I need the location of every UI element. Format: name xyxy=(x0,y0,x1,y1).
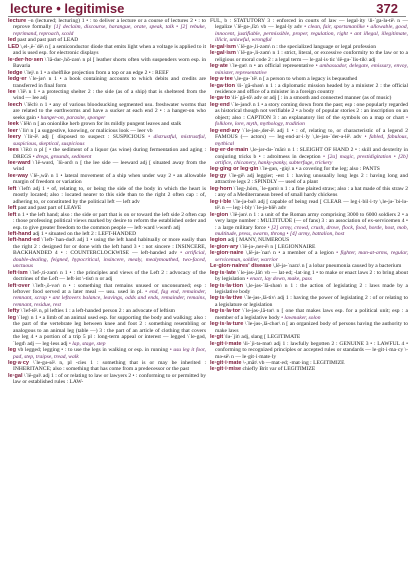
entry-definition: \ˈlir\ n [ a suggestive, knowing, or malicious look — leer vb xyxy=(19,127,153,134)
entry-headword: leg·horn xyxy=(210,185,233,192)
dictionary-entry xyxy=(8,89,206,102)
entry-headword: LED xyxy=(8,43,20,50)
entry-definition: \ˈle-gən, -giŋ\ n • a covering for the leg; also : PANTS xyxy=(259,166,380,173)
entry-definition: \ˈle-jəs-,lā-tiv\ adj 1 : having the power of legislating 2 : of or relating to a legislature or legislation xyxy=(215,295,408,308)
dictionary-entry xyxy=(210,147,408,166)
dictionary-entry xyxy=(8,18,206,37)
entry-headword: le·gion·ary xyxy=(210,243,239,250)
entry-headword: leek xyxy=(8,121,19,128)
dictionary-entry xyxy=(210,308,408,321)
dictionary-entry xyxy=(8,360,206,373)
entry-headword: legion xyxy=(210,237,227,244)
entry-headword: leg·is·la·ture xyxy=(210,321,244,328)
entry-headword: leg·end·ary xyxy=(210,127,240,134)
entry-headword: le·gion xyxy=(210,211,229,218)
right-column xyxy=(210,18,408,558)
dictionary-entry xyxy=(210,186,408,199)
dictionary-entry xyxy=(210,128,408,147)
dictionary-entry xyxy=(8,186,206,205)
entry-definition: \ˈlef-,ti-zəm\ n 1 • : the principles and views of the Left 2 : advocacy of the doctrines of the Left — left·ist \-tist\ n or adj xyxy=(13,269,206,283)
entry-definition: \ˈle-gē\ adj leggier; -est 1 : having unusually long legs 2 : having long and attractive legs 2 : SPINDLY — used of a plant xyxy=(215,172,408,186)
entry-headword: lees xyxy=(8,147,19,154)
entry-definition: \ˈlā-dər-,hō-zən\ n pl [ leather shorts often with suspenders worn esp. in Bavaria xyxy=(13,56,206,70)
dictionary-entry xyxy=(8,173,206,186)
dictionary-entry xyxy=(210,18,408,44)
entry-headword: Le·gion·naires' disease xyxy=(210,263,272,270)
dictionary-entry xyxy=(8,160,206,173)
entry-definition: \lə-ˈjit\ adj, slang [ LEGITIMATE xyxy=(224,334,301,341)
entry-definition: \ˈlēch\ n 1 • any of various bloodsucking segmented usu. freshwater worms that are related to the earthworms and have a sucker at each end 2 • : a hanger-on who seeks gain xyxy=(13,101,206,121)
entry-definition: \ˈlē-jən\ n 1 : a unit of the Roman army comprising 3000 to 6000 soldiers 2 • a very large number : MULTITUDE (— of fans) 3 : an association of ex-servicemen 4 • : a large military force xyxy=(215,211,408,231)
entry-definition: \ˈlej\ n 1 • a shelflike projection from a top or an edge 2 • : REEF xyxy=(23,69,169,76)
entry-definition: past and past part of LEAD xyxy=(17,37,79,44)
entry-headword: lee·way xyxy=(8,172,29,179)
dictionary-entry xyxy=(210,50,408,63)
dictionary-entry xyxy=(210,283,408,296)
entry-definition: \,le-jər-də-ˈmān\ n 1 : SLEIGHT OF HAND 2 • : skill and dexterity in conjuring tricks b • : adroitness in deception xyxy=(215,147,408,160)
entry-headword: leg·is·late xyxy=(210,269,236,276)
entry-headword: lefty xyxy=(8,308,20,315)
entry-definition: \,le-jəs-ˈlā-shən\ n 1 : the action of legislating 2 : laws made by a legislative body xyxy=(215,282,408,296)
entry-definition: \ˈlēz\ n pl [ • the sediment of a liquor (as wine) during fermentation and aging : DREGS xyxy=(13,147,206,160)
entry-synonyms: • [2] army, crowd, crush, drove, flock, food, horde, host, mob, multitude, press, swarm, throng • [4] army, battalion, host xyxy=(215,224,408,237)
dictionary-entry xyxy=(210,212,408,238)
entry-headword: ledge xyxy=(8,69,23,76)
entry-definition: \ˈle-jə-bəl\ adj [ capable of being read [ CLEAR — leg·i·bil·i·ty \,le-jə-ˈbi-lə-tē\ n — leg·i·bly \ˈle-jə-blē\ adv xyxy=(215,198,408,212)
entry-headword: leg·i·ble xyxy=(210,198,232,205)
entry-headword: leg·ging or leg·gin xyxy=(210,166,259,173)
dictionary-entry xyxy=(8,44,206,57)
entry-synonyms: • enact, lay down, make, pass xyxy=(246,276,312,283)
entry-headword: leg xyxy=(8,314,17,321)
entry-definition: chiefly Brit var of LEGITIMIZE xyxy=(242,366,316,373)
dictionary-entry xyxy=(8,57,206,70)
entry-synonyms: • artificial, double-dealing, feigned, hypocritical, insincere, mealy, mealymouthed, two-faced, unctuous xyxy=(13,250,206,270)
entry-headword: leg·a·cy xyxy=(8,360,29,367)
entry-headword: le·ga·to xyxy=(210,95,231,102)
entry-definition: \ˈlē-gə-,li-zəm\ n 1 : strict, literal, or excessive conformity to the law or to a religious or moral code 2 : a legal term — le·gal·is·tic \lē-gə-ˈlis-tik\ adj xyxy=(215,50,408,63)
left-column xyxy=(8,18,206,558)
entry-headword: leg xyxy=(8,347,17,354)
entry-synonyms: • usu leg it foot, pad, step, traipse, tread, walk xyxy=(13,347,206,360)
entry-synonyms: • fighter, man-at-arms, regular, serviceman, soldier, warrior xyxy=(215,250,408,263)
entry-headword: left-hand xyxy=(8,230,32,237)
entry-headword: left xyxy=(8,205,17,212)
entry-definition: \,le-gə-ˈtē\ n [ a person to whom a legacy is bequeathed xyxy=(234,76,358,83)
dictionary-entry xyxy=(210,250,408,263)
entry-definition: \ˈle-gət\ n • an official representative xyxy=(229,63,314,70)
entry-definition: adj [ MANY, NUMEROUS xyxy=(227,237,290,244)
entry-headword: left-hand·ed xyxy=(8,237,40,244)
page-number: 372 xyxy=(376,1,398,16)
entry-headword: left·ism xyxy=(8,269,28,276)
entry-definition: past and past part of LEAVE xyxy=(17,205,82,212)
entry-definition: \ˈlē-wərd, ˈlü-ərd\ n [ the lee side — leeward adj [ situated away from the wind xyxy=(13,159,206,173)
entry-synonyms: • fabled, fabulous, mythical xyxy=(215,134,408,147)
dictionary-entry xyxy=(210,83,408,96)
dictionary-entry xyxy=(8,134,206,147)
entry-headword: leg·is·la·tive xyxy=(210,295,243,302)
entry-headword: le·gal xyxy=(8,372,23,379)
entry-definition: \li-ˈgä-tō\ adv or adj [ : in a smooth and connected manner (as of music) xyxy=(231,95,392,102)
entry-headword: left·over xyxy=(8,282,30,289)
entry-headword: leg·ate xyxy=(210,63,228,70)
entry-definition: \li-ˈji-tə-mət\ adj 1 : lawfully begotten 2 : GENUINE 3 • : LAWFUL 4 • conforming to recognized principles or accepted rules or standards — le·git·i·ma·cy \-mə-sē\ n — le·git·i·mate·ly xyxy=(215,340,408,360)
dictionary-entry xyxy=(210,295,408,308)
entry-definition: \ˈlir-ē\ adj [ disposed to suspect : SUSPICIOUS xyxy=(24,134,145,141)
entry-headword: le·ga·tion xyxy=(210,82,235,89)
entry-definition: vb legged; legging • : to use the legs in walking or esp. in running xyxy=(17,347,168,354)
entry-definition: FUL, b : STATUTORY 3 : enforced in courts of law — legal·ity \li-ˈga-lə-tē\ n — legalize \ˈlē-gə-,līz\ vb — legal·ly adv xyxy=(210,18,408,31)
guide-words: lecture • legitimise xyxy=(10,1,125,16)
dictionary-entry xyxy=(8,373,206,386)
entry-headword: lecture xyxy=(8,18,27,24)
dictionary-entry xyxy=(8,237,206,269)
entry-definition: \ˈle-jən-,der-ē\ adj 1 • : of, relating to, or characteristic of a legend 2 FAMOUS (— actors) — leg·end·ar·i·ly \,le-jən-ˈder-ə-lē\ adv xyxy=(215,127,408,141)
dictionary-entry xyxy=(8,212,206,231)
dictionary-entry xyxy=(210,102,408,128)
entry-synonyms: • clean, fair, sportsmanlike • allowable, good, innocent, justifiable, permissible, proper, regulation, right • ant illegal, illegitimate, illicit, unlawful, wrongful xyxy=(215,24,408,44)
entry-definition: \ˈlē-gə-,li-zəm\ n : the specialized language or legal profession xyxy=(237,43,377,50)
page-header xyxy=(8,1,406,17)
dictionary-entry xyxy=(8,270,206,283)
entry-definition: \ˈle-jər\ n 1 • a book containing accounts to which debits and credits are transferred in final form xyxy=(13,76,206,89)
entry-definition: \ˈleg-,hȯrn, ˈle-gərn\ n 1 : a fine plaited straw; also : a hat made of this straw 2 : any of a Mediterranean breed of small hardy chickens xyxy=(215,185,408,199)
entry-headword: leery xyxy=(8,134,21,141)
entry-definition: \ˈlēk\ n [ an onionlike herb grown for its mildly pungent leaves and stalk xyxy=(20,121,182,128)
entry-synonyms: • lawmaker, solon xyxy=(281,314,321,321)
entry-synonyms: • ambassador, delegate, emissary, envoy, minister, representative xyxy=(215,63,408,76)
entry-synonyms: • dregs, grounds, sediment xyxy=(32,153,92,160)
dictionary-entry xyxy=(210,321,408,334)
entry-definition: \,el-,ē-ˈdē\ n [ a semiconductor diode that emits light when a voltage is applied to it and is used esp. for electronic displays xyxy=(13,43,206,57)
dictionary-entry xyxy=(210,366,408,372)
entry-headword: leer xyxy=(8,127,18,134)
dictionary-entry xyxy=(210,270,408,283)
entry-definition: \ˈle-jənd\ n 1 • a story coming down from the past; esp : one popularly regarded as historical though not verifiable 2 • a body of popular stories 2 : an inscription on an object; also : CAPTION 3 : an explanatory list of the symbols on a map or chart xyxy=(215,101,408,121)
entry-definition: \ˈleft\ adj 1 • of, relating to, or being the side of the body in which the heart is mostly located; also : located nearer to this side than to the right 2 often cap : of, adhering to, or constituted by the political left — left adv xyxy=(13,185,206,205)
entry-headword: le·git·i·mise xyxy=(210,366,242,373)
entry-headword: ledg·er xyxy=(8,76,27,83)
entry-headword: le·gal·ism xyxy=(210,50,236,57)
dictionary-entry xyxy=(210,63,408,76)
entry-definition: \ˈle-gə-sē\ n, pl -cies 1 : something that is or may be inherited : INHERITANCE; also : something that has come from a predecessor or the past xyxy=(13,360,206,373)
entry-definition: \ˈleft-,ō-vər\ n • : something that remains unused or unconsumed; esp : leftover food served at a later meal — usu. used in pl. xyxy=(13,282,206,296)
dictionary-entry xyxy=(8,283,206,309)
entry-headword: le·der·ho·sen xyxy=(8,56,44,63)
entry-definition: –n (lectured; lecturing) 1 • : to deliver a lecture or a course of lectures 2 • : to reprove formally xyxy=(13,18,206,31)
entry-definition: \-,māt\ vb —mat·ed; -mat·ing : LEGITIMIZE xyxy=(242,360,345,367)
entry-synonyms: • [2a] magic, prestidigitation • [2b] artifice, chicanery, hanky-panky, subterfuge, trickery xyxy=(215,153,408,166)
dictionary-entry xyxy=(210,341,408,360)
entry-headword: le·git·i·mate xyxy=(210,360,242,367)
entry-synonyms: • end, fag end, remainder, remnant, scrap • ant leftovers balance, leavings, odds and ends, remainder, remains, remnant, residue, rest xyxy=(13,289,206,308)
entry-headword: leech xyxy=(8,101,23,108)
entry-headword: leg·gy xyxy=(210,172,227,179)
entry-definition: \ˈlē-gəl\ adj 1 : of or relating to law or lawyers 2 • : conforming to or permitted by law or established rules : LAW- xyxy=(13,372,206,386)
entry-headword: leg·er·de·main xyxy=(210,147,249,154)
entry-headword: left xyxy=(8,185,17,192)
entry-headword: le·gal·ism xyxy=(210,43,236,50)
entry-definition: \ˈle-jəs-,lā-tər\ n [ one that makes laws esp. for a political unit; esp : a member of a legislative body xyxy=(215,308,408,321)
entry-definition: \,lē-jə-ˈnar\ n • a member of a legion xyxy=(245,250,334,257)
entry-synonyms: • hanger-on, parasite, sponger xyxy=(37,114,106,121)
entry-synonyms: • distrustful, mistrustful, suspicious, skeptical, suspicious xyxy=(13,134,206,147)
entry-definition: \ˈlē-,wā\ n 1 • lateral movement of a ship when under way 2 • an allowable margin of freedom or variation xyxy=(13,172,206,186)
entry-synonyms: • lap, stage, step xyxy=(68,340,106,347)
entry-synonyms: [1] declaim, discourse, harangue, orate, speak, talk • [2] rebuke, reprimand, reproach, scold xyxy=(13,24,206,37)
entry-definition: \ˈle-jəs-,lā-chər\ n [ an organized body of persons having the authority to make laws xyxy=(215,321,408,334)
entry-headword: le·gion·naire xyxy=(210,250,244,257)
entry-headword: lee xyxy=(8,88,16,95)
entry-headword: lee·ward xyxy=(8,159,31,166)
entry-definition: \ˈlef-tē\ n, pl lefties 1 : a left-handed person 2 : an advocate of leftism xyxy=(20,308,175,315)
entry-headword: le·git xyxy=(210,334,224,341)
entry-headword: le·git·i·mate xyxy=(210,340,242,347)
dictionary-entry xyxy=(8,315,206,347)
dictionary-entry xyxy=(8,76,206,89)
entry-headword: leg·end xyxy=(210,101,230,108)
entry-headword: led xyxy=(8,37,17,44)
entry-headword: leg·is·la·tor xyxy=(210,308,241,315)
entry-definition: adj 1 • situated on the left 2 : LEFT-HANDED xyxy=(32,230,137,237)
entry-definition: \ˈlē\ n 1 • a protecting shelter 2 : the side (as of a ship) that is sheltered from the wind — lee adj xyxy=(13,88,206,102)
entry-definition: \ˈleg\ n 1 • a limb of an animal used esp. for supporting the body and walking; also : the part of the vertebrate leg between knee and foot 2 : something resembling or analogous to an animal leg (table —) 3 : the part of an article of clothing that covers the leg 4 • a portion of a trip 5 pl : long-term appeal or interest — legged \ˈle-gəd, ˈlegd\ adj — leg·less adj xyxy=(13,314,206,347)
entry-headword: left xyxy=(8,211,17,218)
entry-headword: leg·is·la·tion xyxy=(210,282,243,289)
entry-definition: \ˈle-jəs-,lāt\ vb — lat·ed; -lat·ing 1 • to make or enact laws 2 : to bring about by legislation xyxy=(215,269,408,283)
entry-definition: \ˈlē-jə-,ner-ē\ n [ LEGIONNAIRE xyxy=(239,243,316,250)
entry-definition: \,lē-jə-ˈnarz\ n [ a lobar pneumonia caused by a bacterium xyxy=(272,263,402,270)
dictionary-entry xyxy=(210,173,408,186)
dictionary-entry xyxy=(210,199,408,212)
dictionary-entry xyxy=(8,147,206,160)
dictionary-entry xyxy=(8,102,206,121)
entry-headword: leg·a·tee xyxy=(210,76,233,83)
entry-definition: n 1 • the left hand; also : the side or part that is on or toward the left side 2 often cap : those professing political views marked by desire to reform the established order and esp. to give greater freedom to the common people — left·ward \-wərd\ adj xyxy=(13,211,206,231)
entry-synonyms: • folklore, lore, myth, mythology, tradition xyxy=(215,114,408,128)
entry-definition: \ˈleft-ˈhan-dəd\ adj 1 • using the left hand habitually or more easily than the right 2 : designed for or done with the left hand 3 • : not sincere : INSINCERE, BACKHANDED 4 • : COUNTERCLOCKWISE — left-handed adv xyxy=(13,237,206,257)
entry-definition: \li-ˈgā-shən\ n 1 : a diplomatic mission headed by a minister 2 : the official residence and office of a minister in a foreign country xyxy=(215,82,408,95)
dictionary-entry xyxy=(8,347,206,360)
